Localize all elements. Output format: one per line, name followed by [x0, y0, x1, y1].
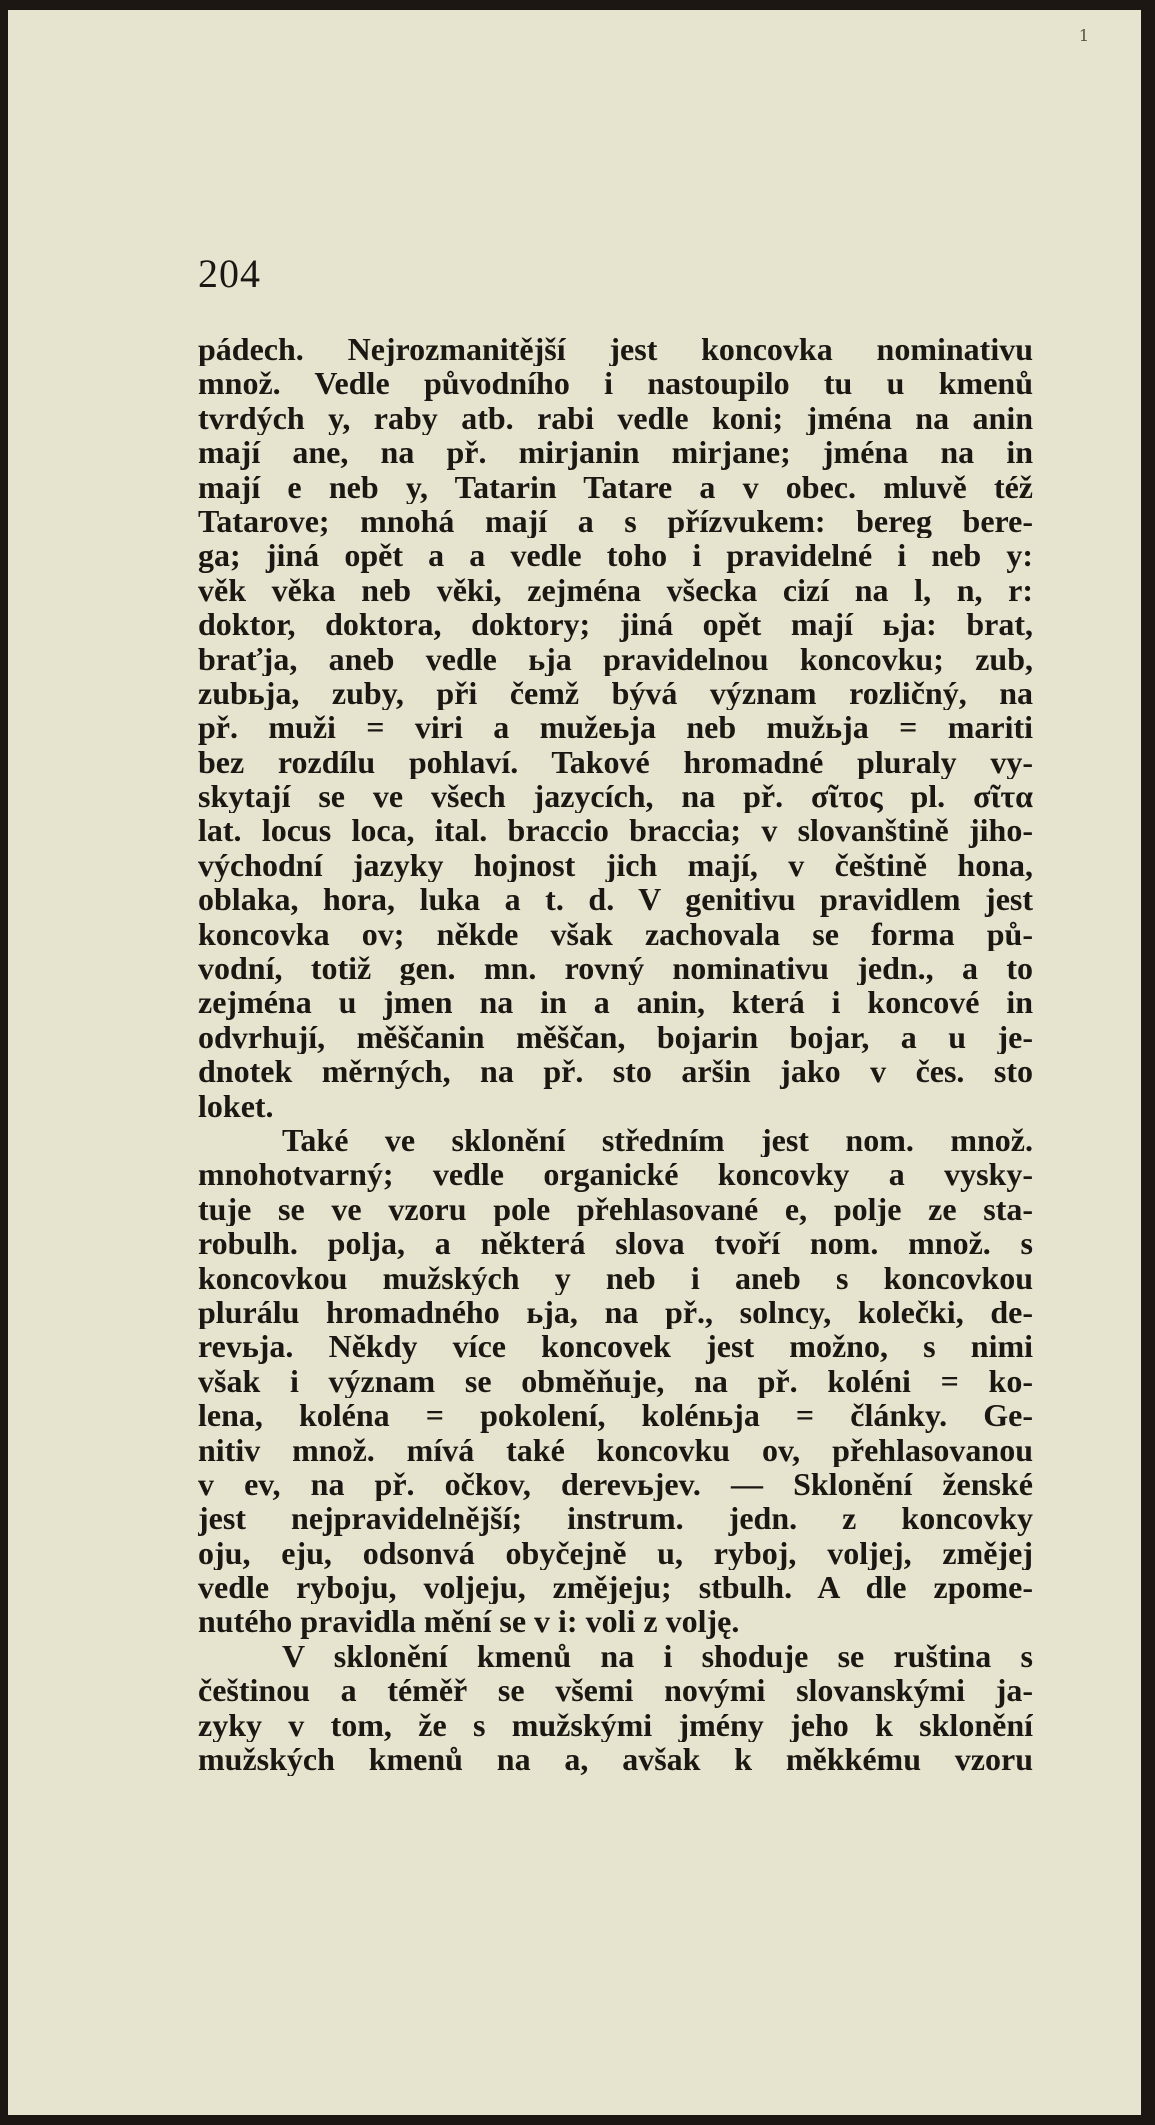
text-line: pádech. Nejrozmanitější jest koncovka nominativu — [198, 332, 1033, 367]
page-number: 204 — [198, 251, 261, 296]
text-line: bez rozdílu pohlaví. Takové hromadné pluraly vy- — [198, 744, 1033, 780]
body-text — [198, 332, 1033, 1776]
text-line: skytají se ve všech jazycích, na př. σῖτος pl. σῖτα — [198, 779, 1033, 814]
text-line: mužských kmenů na a, avšak k měkkému vzoru — [198, 1742, 1033, 1777]
text-line: tvrdých y, raby atb. rabi vedle koni; jména na anin — [198, 400, 1033, 436]
text-line: robulh. polja, a některá slova tvoří nom. množ. s — [198, 1226, 1033, 1261]
text-line: loket. — [198, 1088, 274, 1123]
text-line: nutého pravidla mění se v i: voli z volję. — [198, 1604, 740, 1639]
text-line: oblaka, hora, luka a t. d. V genitivu pravidlem jest — [198, 882, 1033, 917]
text-line: Tatarove; mnohá mají a s přízvukem: bereg bere- — [198, 503, 1033, 539]
text-line: dnotek měrných, na př. sto aršin jako v čes. sto — [198, 1054, 1033, 1089]
text-line: oju, eju, odsonvá obyčejně u, ryboj, voljej, změjej — [198, 1535, 1033, 1571]
text-line: plurálu hromadného ьja, na př., solncy, kolečki, de- — [198, 1294, 1033, 1330]
text-line: věk věka neb věki, zejména všecka cizí na l, n, r: — [198, 572, 1033, 608]
text-line: češtinou a téměř se všemi novými slovanskými ja- — [198, 1673, 1033, 1708]
text-line: př. muži = viri a mužeьja neb mužьja = mariti — [198, 710, 1033, 745]
corner-mark: 1 — [1078, 26, 1089, 45]
text-line: mají e neb y, Tatarin Tatare a v obec. mluvě též — [198, 469, 1033, 504]
text-line: Také ve sklonění středním jest nom. množ. — [282, 1122, 1033, 1158]
text-line: vodní, totiž gen. mn. rovný nominativu jedn., a to — [198, 951, 1033, 986]
text-line: nitiv množ. mívá také koncovku ov, přehlasovanou — [198, 1432, 1033, 1467]
text-line: V sklonění kmenů na i shoduje se ruština s — [282, 1638, 1033, 1674]
text-line: mají ane, na př. mirjanin mirjane; jména na in — [198, 435, 1033, 470]
text-line: koncovkou mužských y neb i aneb s koncovkou — [198, 1260, 1033, 1295]
text-line: množ. Vedle původního i nastoupilo tu u kmenů — [198, 366, 1033, 401]
text-line: zejména u jmen na in a anin, která i koncové in — [198, 985, 1033, 1020]
text-line: odvrhují, měščanin měščan, bojarin bojar, a u je- — [198, 1019, 1033, 1055]
text-line: zyky v tom, že s mužskými jmény jeho k sklonění — [198, 1707, 1033, 1743]
text-line: koncovka ov; někde však zachovala se forma pů- — [198, 916, 1033, 952]
text-line: východní jazyky hojnost jich mají, v češtině hona, — [198, 847, 1033, 883]
text-line: v ev, na př. očkov, derevьjev. — Sklonění ženské — [198, 1466, 1033, 1502]
text-line: zubьja, zuby, při čemž bývá význam rozličný, na — [198, 675, 1033, 711]
text-line: mnohotvarný; vedle organické koncovky a vysky- — [198, 1157, 1033, 1192]
text-line: jest nejpravidelnější; instrum. jedn. z koncovky — [198, 1501, 1033, 1536]
text-line: lat. locus loca, ital. braccio braccia; v slovanštině jiho- — [198, 813, 1033, 848]
text-line: doktor, doktora, doktory; jiná opět mají ьja: brat, — [198, 607, 1033, 642]
text-line: však i význam se obměňuje, na př. koléni = ko- — [198, 1363, 1033, 1399]
text-line: revьja. Někdy více koncovek jest možno, s nimi — [198, 1329, 1033, 1364]
text-line: ga; jiná opět a a vedle toho i pravidelné i neb y: — [198, 538, 1033, 573]
text-line: braťja, aneb vedle ьja pravidelnou koncovku; zub, — [198, 641, 1033, 676]
text-line: tuje se ve vzoru pole přehlasované e, polje ze sta- — [198, 1191, 1033, 1227]
text-line: lena, koléna = pokolení, kolénьja = články. Ge- — [198, 1398, 1033, 1433]
text-line: vedle ryboju, voljeju, změjeju; stbulh. A dle zpome- — [198, 1570, 1033, 1605]
book-page — [8, 10, 1141, 2115]
